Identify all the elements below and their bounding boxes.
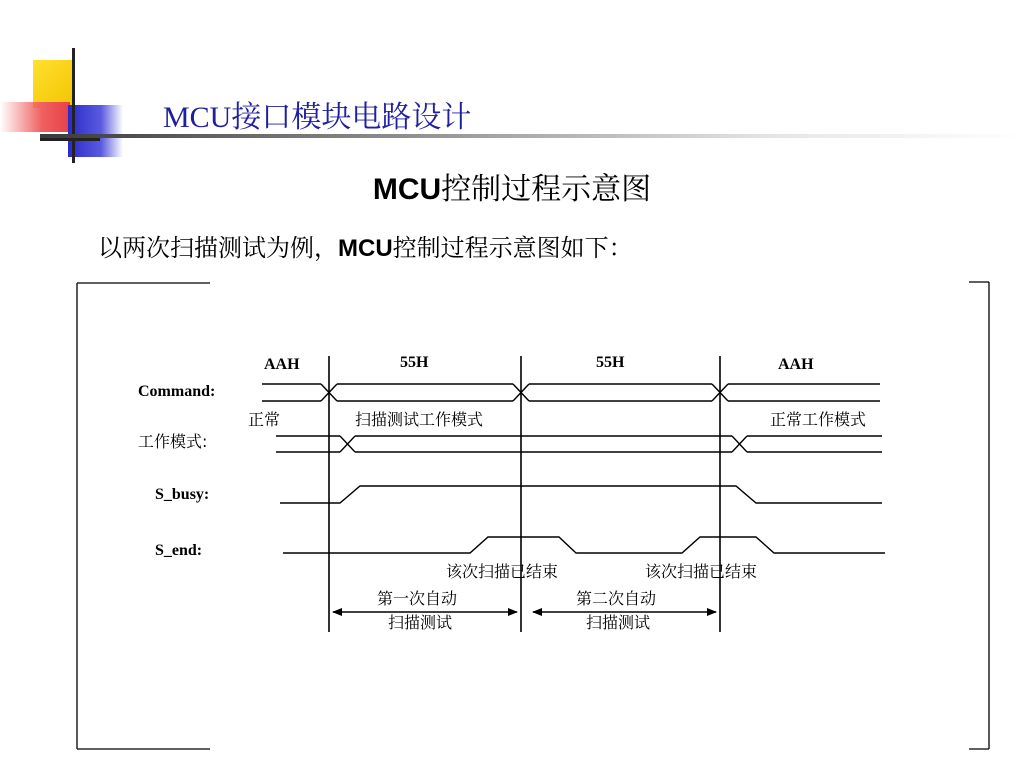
mode-bus	[276, 436, 882, 452]
signal-label-sbusy: S_busy:	[155, 486, 210, 503]
signal-label-send: S_end:	[155, 542, 203, 559]
phase2-label-line2: 扫描测试	[586, 613, 651, 632]
slide-title: MCU接口模块电路设计	[163, 101, 472, 134]
signal-label-command: Command:	[138, 383, 216, 400]
scan-end-note-2: 该次扫描已结束	[645, 562, 758, 581]
send-waveform	[283, 537, 885, 553]
command-label-aah-2: AAH	[778, 356, 814, 373]
intro-before: 以两次扫描测试为例，	[98, 235, 338, 262]
command-label-aah-1: AAH	[264, 356, 300, 373]
diagram-frame	[77, 282, 989, 749]
mode-label-normal: 正常	[248, 410, 281, 429]
intro-after: 控制过程示意图如下：	[392, 235, 633, 262]
command-label-55h-2: 55H	[596, 354, 625, 371]
heading-text: 控制过程示意图	[441, 173, 652, 206]
phase2-label-line1: 第二次自动	[576, 589, 657, 608]
mode-label-scan-test: 扫描测试工作模式	[355, 410, 484, 429]
phase1-label-line2: 扫描测试	[388, 613, 453, 632]
mode-label-normal-work: 正常工作模式	[770, 410, 867, 429]
sbusy-waveform	[280, 486, 882, 503]
command-label-55h-1: 55H	[400, 354, 429, 371]
command-bus	[262, 384, 880, 401]
phase1-label-line1: 第一次自动	[377, 589, 458, 608]
scan-end-note-1: 该次扫描已结束	[446, 562, 559, 581]
heading-mcu: MCU	[372, 173, 442, 206]
intro-mcu: MCU	[338, 235, 393, 262]
signal-label-mode: 工作模式:	[138, 432, 208, 451]
